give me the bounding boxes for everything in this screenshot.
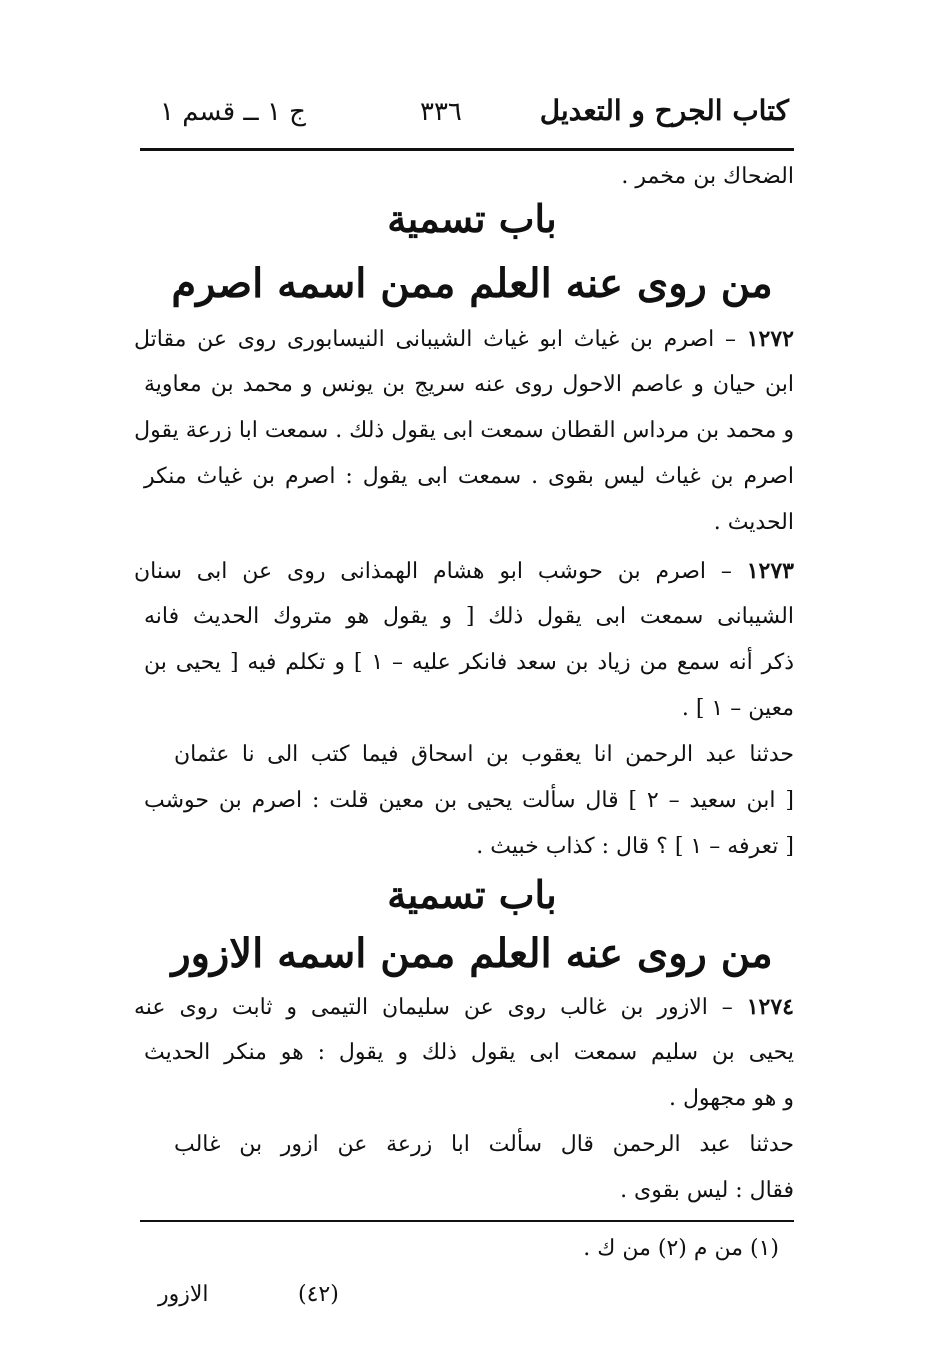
section2-heading2: من روى عنه العلم ممن اسمه الازور <box>171 930 773 977</box>
footnote-rule <box>140 1220 794 1222</box>
entry-1274-line-3: و هو مجهول . <box>668 1086 794 1111</box>
intro-line: الضحاك بن مخمر . <box>621 164 794 189</box>
entry-1274-text-1: – الازور بن غالب روى عن سليمان التيمى و ثابت روى عنه <box>134 995 733 1020</box>
entry-1272-line-2: ابن حيان و عاصم الاحول روى عنه سريج بن يونس و محمد بن معاوية <box>144 372 794 397</box>
entry-1273-line-2: الشيبانى سمعت ابى يقول ذلك [ و يقول هو متروك الحديث فانه <box>144 604 794 629</box>
section2-heading1: باب تسمية <box>387 872 557 917</box>
catchword: الازور <box>158 1282 209 1307</box>
section1-heading1: باب تسمية <box>387 196 557 241</box>
book-title: كتاب الجرح و التعديل <box>539 94 789 127</box>
entry-1272-number: ١٢٧٢ <box>746 326 794 352</box>
entry-1273-para2-line-3: [ تعرفه – ١ ] ؟ قال : كذاب خبيث . <box>476 834 794 859</box>
entry-1272-line-4: اصرم بن غياث ليس بقوى . سمعت ابى يقول : اصرم بن غياث منكر <box>144 464 794 489</box>
footnotes: (١) من م (٢) من ك . <box>583 1236 779 1261</box>
entry-1273-line-4: معين – ١ ] . <box>681 696 794 721</box>
entry-1274-line-1 <box>134 994 794 1020</box>
entry-1274-para2-line-1: حدثنا عبد الرحمن قال سألت ابا زرعة عن ازور بن غالب <box>174 1132 794 1157</box>
volume-label: ج ١ ــ قسم ١ <box>160 97 306 127</box>
page-number: ٣٣٦ <box>420 97 462 127</box>
entry-1273-line-1 <box>134 558 794 584</box>
entry-1273-para2-line-1: حدثنا عبد الرحمن انا يعقوب بن اسحاق فيما كتب الى نا عثمان <box>174 742 794 767</box>
section1-heading2: من روى عنه العلم ممن اسمه اصرم <box>171 260 773 307</box>
header-rule <box>140 148 794 151</box>
entry-1274-line-2: يحيى بن سليم سمعت ابى يقول ذلك و يقول : هو منكر الحديث <box>144 1040 794 1065</box>
entry-1272-line-5: الحديث . <box>713 510 794 535</box>
entry-1272-line-3: و محمد بن مرداس القطان سمعت ابى يقول ذلك . سمعت ابا زرعة يقول <box>134 418 794 443</box>
entry-1272-text-1: – اصرم بن غياث ابو غياث الشيبانى النيسابورى روى عن مقاتل <box>134 327 736 352</box>
entry-1274-para2-line-2: فقال : ليس بقوى . <box>620 1178 794 1203</box>
entry-1272-line-1 <box>134 326 794 352</box>
entry-1273-number: ١٢٧٣ <box>746 558 794 584</box>
entry-1273-text-1: – اصرم بن حوشب ابو هشام الهمذانى روى عن ابى سنان <box>134 559 732 584</box>
signature-number: (٤٢) <box>298 1282 339 1307</box>
entry-1273-line-3: ذكر أنه سمع من زياد بن سعد فانكر عليه – ١ ] و تكلم فيه [ يحيى بن <box>144 650 795 675</box>
entry-1274-number: ١٢٧٤ <box>746 994 794 1020</box>
entry-1273-para2-line-2: [ ابن سعيد – ٢ ] قال سألت يحيى بن معين قلت : اصرم بن حوشب <box>144 788 794 813</box>
